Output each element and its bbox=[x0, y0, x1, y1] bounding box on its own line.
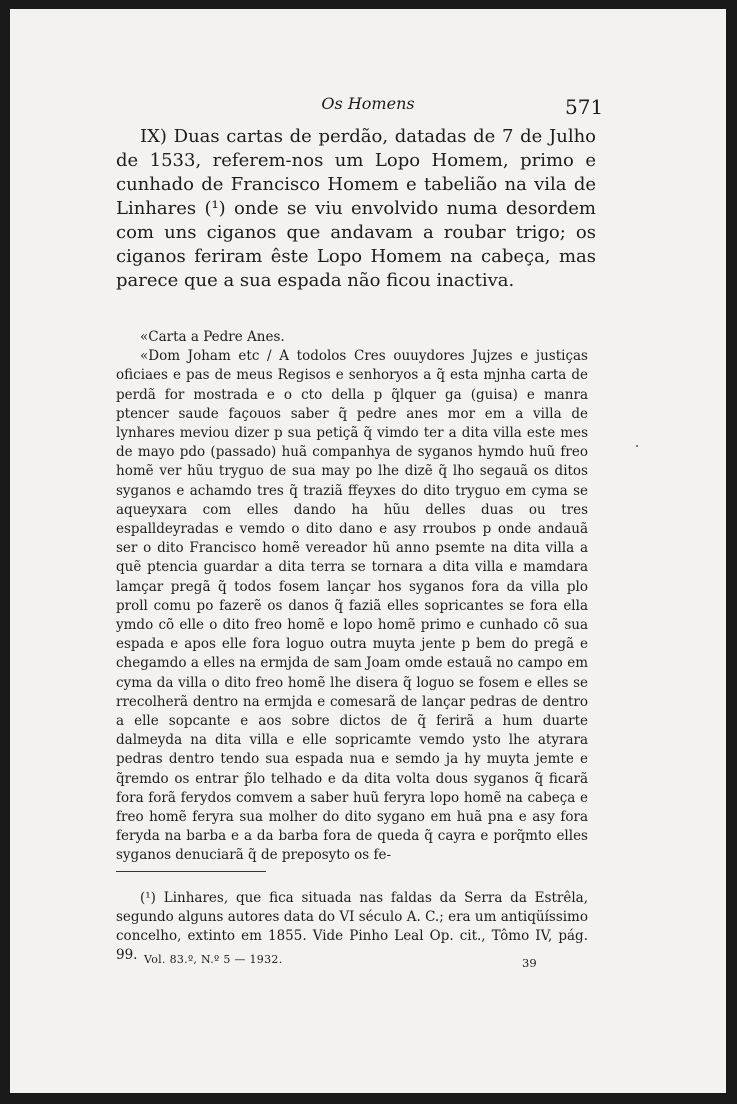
intro-paragraph: IX) Duas cartas de perdão, datadas de 7 de Julho de 1533, referem-nos um Lopo Homem, primo e cunhado de Francisco Homem e tabelião na vila de Linhares (¹) onde se viu envolvido numa desordem com uns ciganos que andavam a roubar trigo; os ciganos feriram êste Lopo Homem na cabeça, mas parece que a sua espada não ficou inactiva. bbox=[116, 126, 596, 291]
quoted-letter bbox=[116, 328, 588, 866]
document-page bbox=[10, 9, 726, 1093]
signature-mark: 39 bbox=[522, 956, 537, 970]
intro-paragraph-block bbox=[116, 125, 596, 293]
footnote-text: (¹) Linhares, que fica situada nas faldas da Serra da Estrêla, segundo alguns autores data do VI século A. C.; era um antiqüíssimo concelho, extinto em 1855. Vide Pinho Leal Op. cit., Tômo IV, pág. 99. bbox=[116, 890, 588, 963]
paper-speck-decoration bbox=[636, 445, 638, 447]
journal-reference: Vol. 83.º, N.º 5 — 1932. bbox=[144, 953, 283, 966]
quote-heading: «Carta a Pedre Anes. bbox=[140, 329, 285, 345]
page-number: 571 bbox=[565, 95, 604, 119]
quote-body: «Dom Joham etc / A todolos Cres ouuydores Jujzes e justiças oficiaes e pas de meus Regisos e senhoryos a q̃ esta mjnha carta de perdã for mostrada e o cto della p q̃lquer ga (guisa) e manra ptencer saude façouos saber q̃ pedre anes mor em a villa de lynhares meviou dizer p sua petiçã q̃ vimdo ter a dita villa este mes de mayo pdo (passado) huã companhya de syganos hymdo huũ freo homẽ ver hũu tryguo de sua may po lhe dizẽ q̃ lho segauã os ditos syganos e achamdo tres q̃ traziã ffeyxes do dito tryguo em cyma se aqueyxara com elles dando ha hũu delles duas ou tres espalldeyradas e vemdo o dito dano e asy rroubos p onde andauã ser o dito Francisco homẽ vereador hũ anno psemte na dita villa a quẽ ptencia guardar a dita terra se tornara a dita villa e mamdara lamçar pregã q̃ todos fosem lançar hos syganos fora da villa plo proll comu po fazerẽ os danos q̃ faziã elles sopricantes se fora ella ymdo cõ elle o dito freo homẽ e lopo homẽ primo e cunhado cõ sua espada e apos elle fora loguo outra muyta jente p bem do pregã e chegamdo a elles na ermjda de sam Joam omde estauã no campo em cyma da villa o dito freo homẽ lhe disera q̃ loguo se fosem e elles se rrecolherã dentro na ermjda e comesarã de lançar pedras de dentro a elle sopcante e aos sobre dictos de q̃ ferirã a hum duarte dalmeyda na dita villa e elle sopricamte vemdo ysto lhe atyrara pedras dentro tendo sua espada nua e semdo ja hy muyta jemte e q̃remdo os entrar p̃lo telhado e da dita volta dous syganos q̃ ficarã fora forã ferydos comvem a saber huũ feryra lopo homẽ na cabeça e freo homẽ feryra sua molher do dito sygano em huã pna e asy fora feryda na barba e a da barba fora de queda q̃ cayra e porq̃mto elles syganos denuciarã q̃ de preposyto os fe- bbox=[116, 348, 588, 864]
footnote-divider bbox=[116, 871, 266, 872]
running-head: Os Homens bbox=[321, 94, 415, 113]
